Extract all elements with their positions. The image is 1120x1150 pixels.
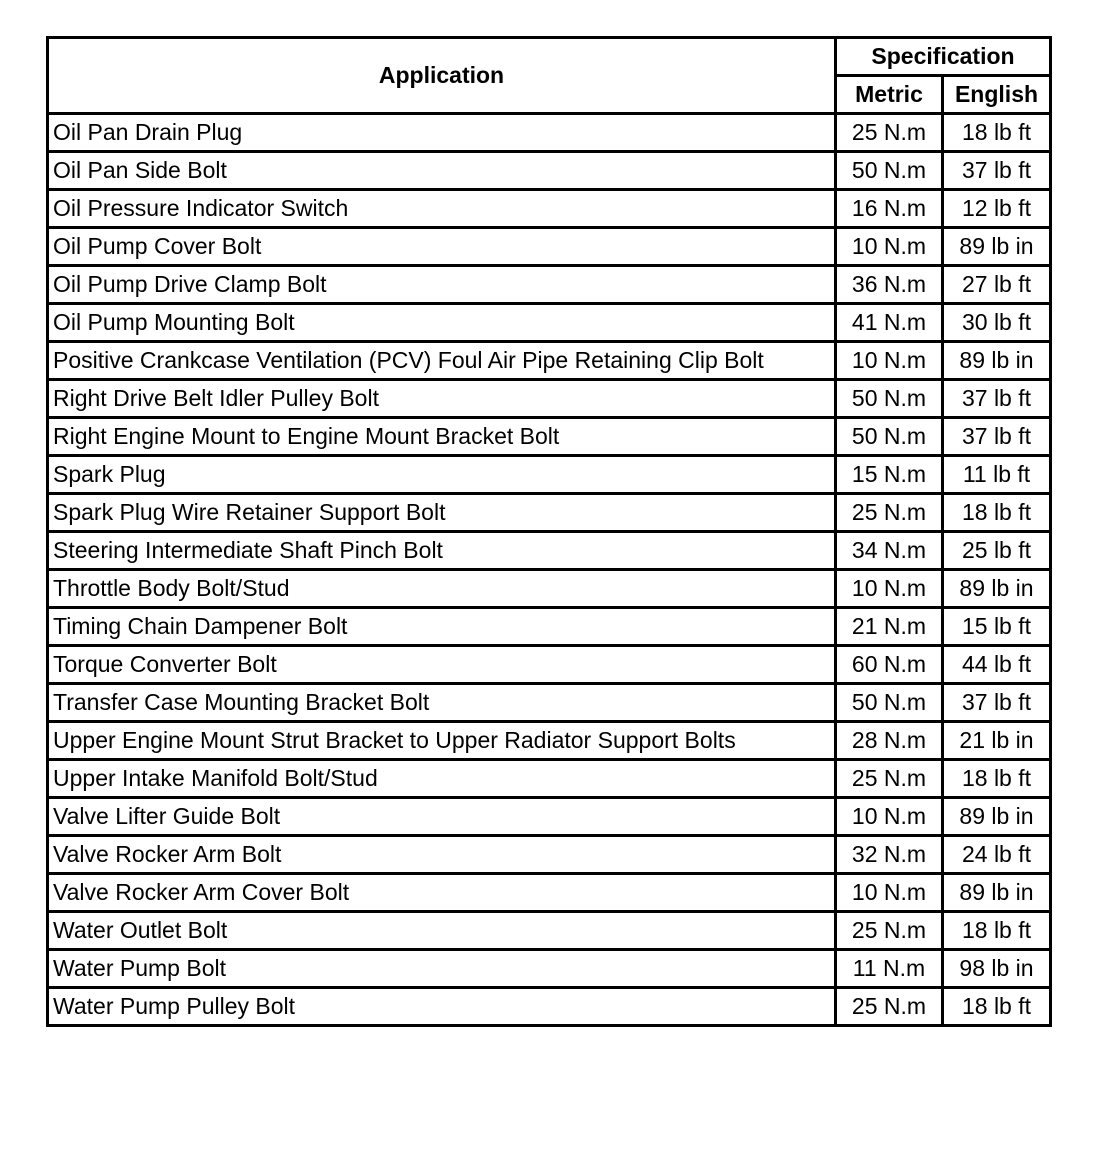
english-cell: 89 lb in <box>943 874 1051 912</box>
application-cell: Water Pump Bolt <box>48 950 836 988</box>
english-cell: 12 lb ft <box>943 190 1051 228</box>
english-cell: 21 lb in <box>943 722 1051 760</box>
application-cell: Throttle Body Bolt/Stud <box>48 570 836 608</box>
application-cell: Oil Pump Cover Bolt <box>48 228 836 266</box>
english-cell: 37 lb ft <box>943 380 1051 418</box>
english-cell: 37 lb ft <box>943 684 1051 722</box>
table-row <box>48 874 1051 912</box>
application-cell: Oil Pressure Indicator Switch <box>48 190 836 228</box>
application-cell: Right Drive Belt Idler Pulley Bolt <box>48 380 836 418</box>
english-cell: 25 lb ft <box>943 532 1051 570</box>
torque-spec-table <box>46 36 1052 1027</box>
english-cell: 24 lb ft <box>943 836 1051 874</box>
table-row <box>48 494 1051 532</box>
table-row <box>48 608 1051 646</box>
metric-cell: 50 N.m <box>836 380 943 418</box>
english-header: English <box>943 76 1051 114</box>
table-row <box>48 266 1051 304</box>
english-cell: 18 lb ft <box>943 760 1051 798</box>
metric-cell: 28 N.m <box>836 722 943 760</box>
metric-cell: 34 N.m <box>836 532 943 570</box>
english-cell: 11 lb ft <box>943 456 1051 494</box>
english-cell: 98 lb in <box>943 950 1051 988</box>
table-row <box>48 532 1051 570</box>
english-cell: 44 lb ft <box>943 646 1051 684</box>
application-cell: Steering Intermediate Shaft Pinch Bolt <box>48 532 836 570</box>
english-cell: 18 lb ft <box>943 988 1051 1026</box>
metric-cell: 50 N.m <box>836 684 943 722</box>
english-cell: 37 lb ft <box>943 152 1051 190</box>
metric-cell: 25 N.m <box>836 494 943 532</box>
table-row <box>48 988 1051 1026</box>
application-header: Application <box>48 38 836 114</box>
metric-cell: 10 N.m <box>836 570 943 608</box>
english-cell: 15 lb ft <box>943 608 1051 646</box>
english-cell: 89 lb in <box>943 228 1051 266</box>
metric-cell: 32 N.m <box>836 836 943 874</box>
metric-cell: 50 N.m <box>836 152 943 190</box>
table-row <box>48 304 1051 342</box>
specification-header: Specification <box>836 38 1051 76</box>
table-row <box>48 418 1051 456</box>
application-cell: Torque Converter Bolt <box>48 646 836 684</box>
application-cell: Oil Pump Drive Clamp Bolt <box>48 266 836 304</box>
application-cell: Spark Plug Wire Retainer Support Bolt <box>48 494 836 532</box>
table-row <box>48 190 1051 228</box>
application-cell: Right Engine Mount to Engine Mount Bracket Bolt <box>48 418 836 456</box>
application-cell: Timing Chain Dampener Bolt <box>48 608 836 646</box>
metric-cell: 25 N.m <box>836 988 943 1026</box>
metric-cell: 21 N.m <box>836 608 943 646</box>
application-cell: Transfer Case Mounting Bracket Bolt <box>48 684 836 722</box>
metric-cell: 10 N.m <box>836 228 943 266</box>
table-row <box>48 760 1051 798</box>
table-header <box>48 38 1051 114</box>
metric-cell: 15 N.m <box>836 456 943 494</box>
metric-cell: 16 N.m <box>836 190 943 228</box>
english-cell: 37 lb ft <box>943 418 1051 456</box>
metric-cell: 41 N.m <box>836 304 943 342</box>
application-cell: Valve Lifter Guide Bolt <box>48 798 836 836</box>
application-cell: Spark Plug <box>48 456 836 494</box>
application-cell: Water Outlet Bolt <box>48 912 836 950</box>
table-row <box>48 380 1051 418</box>
metric-cell: 36 N.m <box>836 266 943 304</box>
english-cell: 18 lb ft <box>943 114 1051 152</box>
application-cell: Oil Pan Side Bolt <box>48 152 836 190</box>
english-cell: 18 lb ft <box>943 912 1051 950</box>
table-row <box>48 342 1051 380</box>
application-cell: Upper Intake Manifold Bolt/Stud <box>48 760 836 798</box>
table-row <box>48 114 1051 152</box>
table-row <box>48 152 1051 190</box>
metric-cell: 50 N.m <box>836 418 943 456</box>
english-cell: 89 lb in <box>943 570 1051 608</box>
english-cell: 89 lb in <box>943 342 1051 380</box>
english-cell: 27 lb ft <box>943 266 1051 304</box>
application-cell: Upper Engine Mount Strut Bracket to Upper Radiator Support Bolts <box>48 722 836 760</box>
metric-cell: 10 N.m <box>836 798 943 836</box>
metric-cell: 60 N.m <box>836 646 943 684</box>
table-row <box>48 456 1051 494</box>
english-cell: 89 lb in <box>943 798 1051 836</box>
application-cell: Positive Crankcase Ventilation (PCV) Foul Air Pipe Retaining Clip Bolt <box>48 342 836 380</box>
application-cell: Water Pump Pulley Bolt <box>48 988 836 1026</box>
table-row <box>48 798 1051 836</box>
metric-header: Metric <box>836 76 943 114</box>
metric-cell: 25 N.m <box>836 912 943 950</box>
header-row-top <box>48 38 1051 76</box>
metric-cell: 25 N.m <box>836 760 943 798</box>
table-row <box>48 912 1051 950</box>
application-cell: Valve Rocker Arm Cover Bolt <box>48 874 836 912</box>
table-row <box>48 684 1051 722</box>
application-cell: Oil Pan Drain Plug <box>48 114 836 152</box>
metric-cell: 25 N.m <box>836 114 943 152</box>
table-row <box>48 950 1051 988</box>
table-body <box>48 114 1051 1026</box>
application-cell: Valve Rocker Arm Bolt <box>48 836 836 874</box>
metric-cell: 10 N.m <box>836 342 943 380</box>
table-row <box>48 836 1051 874</box>
table-row <box>48 570 1051 608</box>
metric-cell: 11 N.m <box>836 950 943 988</box>
english-cell: 30 lb ft <box>943 304 1051 342</box>
table-row <box>48 722 1051 760</box>
table-row <box>48 228 1051 266</box>
table-row <box>48 646 1051 684</box>
application-cell: Oil Pump Mounting Bolt <box>48 304 836 342</box>
english-cell: 18 lb ft <box>943 494 1051 532</box>
metric-cell: 10 N.m <box>836 874 943 912</box>
